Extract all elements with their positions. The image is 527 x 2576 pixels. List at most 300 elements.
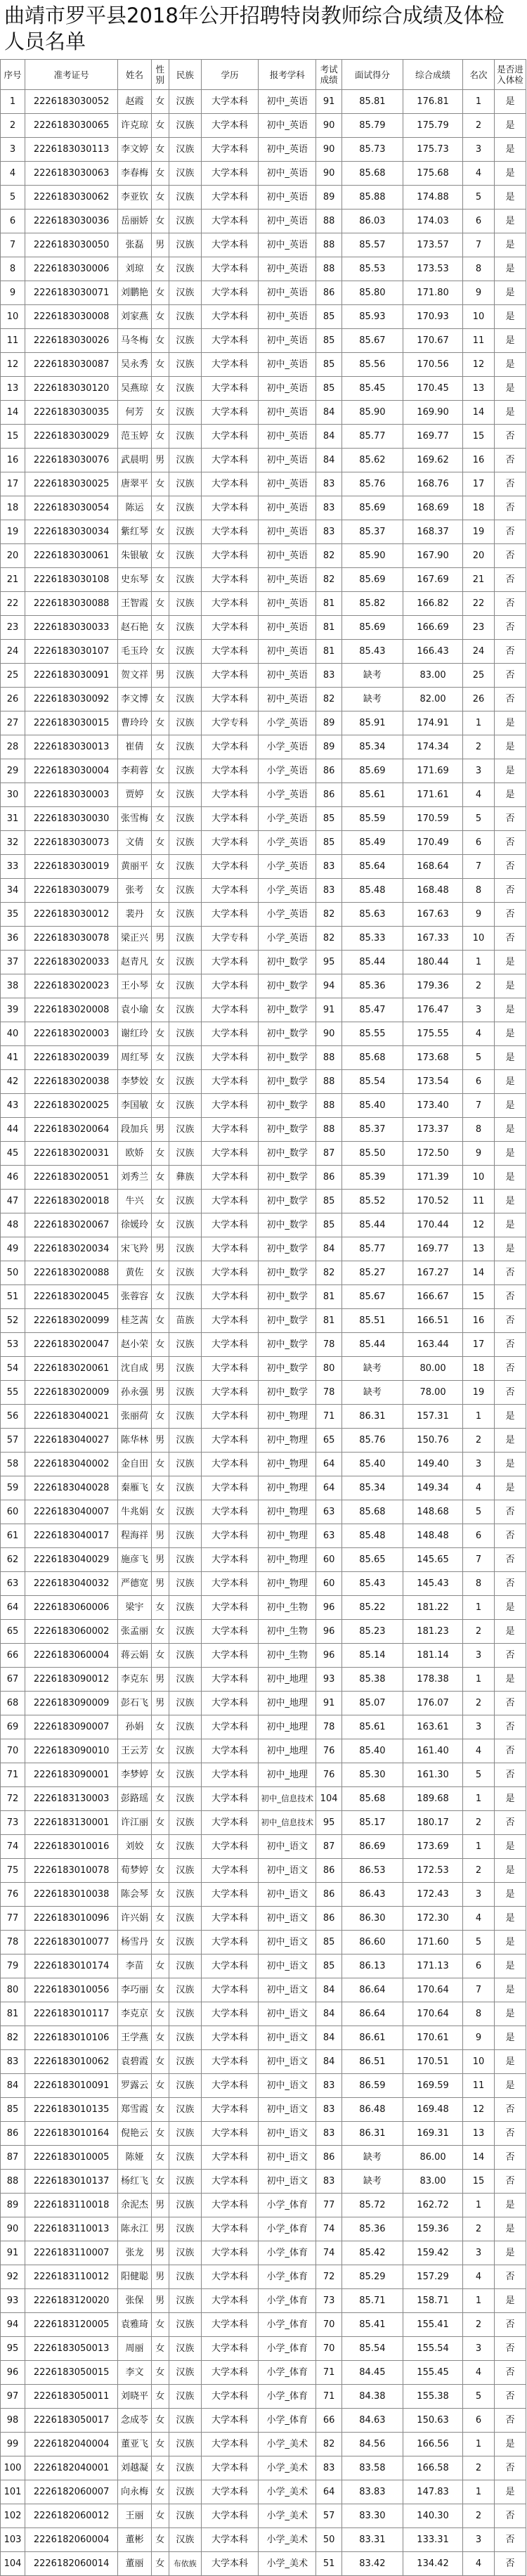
cell-exam-score: 88 <box>316 1046 341 1070</box>
cell-gender: 男 <box>151 2265 169 2289</box>
cell-index: 54 <box>1 1357 25 1381</box>
table-row <box>1 2146 526 2170</box>
cell-subject: 初中_语文 <box>259 1907 316 1931</box>
table-row <box>1 138 526 162</box>
cell-interview-score: 缺考 <box>341 1381 403 1405</box>
cell-ethnicity: 汉族 <box>169 449 201 472</box>
table-row <box>1 1668 526 1692</box>
cell-interview-score: 85.80 <box>341 281 403 305</box>
cell-education: 大学本科 <box>201 2313 258 2337</box>
cell-total-score: 171.69 <box>403 759 463 783</box>
cell-gender: 男 <box>151 2194 169 2217</box>
cell-ticket-number: 2226183010091 <box>25 2074 117 2098</box>
cell-gender: 女 <box>151 1166 169 1190</box>
header-cell: 面试得分 <box>341 60 403 90</box>
cell-ethnicity: 汉族 <box>169 927 201 951</box>
cell-physical-exam: 是 <box>494 1596 526 1620</box>
cell-index: 10 <box>1 305 25 329</box>
cell-interview-score: 85.40 <box>341 1094 403 1118</box>
cell-gender: 女 <box>151 2146 169 2170</box>
cell-subject: 初中_英语 <box>259 233 316 257</box>
cell-rank: 3 <box>463 1644 495 1668</box>
cell-name: 蒋云娟 <box>118 1644 151 1668</box>
cell-name: 秦雁飞 <box>118 1476 151 1500</box>
cell-gender: 女 <box>151 1285 169 1309</box>
cell-total-score: 173.68 <box>403 1046 463 1070</box>
cell-exam-score: 78 <box>316 1715 341 1739</box>
cell-subject: 初中_数学 <box>259 1094 316 1118</box>
cell-ticket-number: 2226183010164 <box>25 2122 117 2146</box>
cell-subject: 初中_语文 <box>259 1954 316 1978</box>
cell-subject: 初中_英语 <box>259 90 316 114</box>
cell-interview-score: 85.90 <box>341 544 403 568</box>
cell-ethnicity: 汉族 <box>169 1763 201 1787</box>
cell-total-score: 161.30 <box>403 1763 463 1787</box>
cell-rank: 1 <box>463 1787 495 1811</box>
cell-index: 98 <box>1 2409 25 2433</box>
cell-rank: 10 <box>463 2050 495 2074</box>
cell-subject: 初中_数学 <box>259 1357 316 1381</box>
cell-index: 58 <box>1 1453 25 1476</box>
cell-gender: 女 <box>151 2361 169 2385</box>
cell-physical-exam: 否 <box>494 1548 526 1572</box>
cell-education: 大学本科 <box>201 2385 258 2409</box>
cell-subject: 初中_英语 <box>259 114 316 138</box>
cell-interview-score: 85.17 <box>341 1811 403 1835</box>
table-row <box>1 998 526 1022</box>
cell-total-score: 167.27 <box>403 1261 463 1285</box>
header-cell: 性别 <box>151 60 169 90</box>
cell-subject: 小学_英语 <box>259 735 316 759</box>
cell-education: 大学本科 <box>201 759 258 783</box>
results-table <box>0 59 526 2576</box>
cell-rank: 5 <box>463 807 495 831</box>
cell-rank: 2 <box>463 2217 495 2241</box>
cell-education: 大学本科 <box>201 2528 258 2552</box>
cell-ethnicity: 汉族 <box>169 233 201 257</box>
cell-interview-score: 缺考 <box>341 1357 403 1381</box>
cell-name: 袁小瑜 <box>118 998 151 1022</box>
cell-ethnicity: 汉族 <box>169 1931 201 1954</box>
table-row <box>1 2433 526 2456</box>
cell-interview-score: 缺考 <box>341 2146 403 2170</box>
table-row <box>1 233 526 257</box>
cell-gender: 男 <box>151 664 169 688</box>
cell-gender: 女 <box>151 1500 169 1524</box>
cell-interview-score: 85.79 <box>341 114 403 138</box>
cell-education: 大学专科 <box>201 927 258 951</box>
cell-rank: 1 <box>463 2289 495 2313</box>
cell-gender: 女 <box>151 2074 169 2098</box>
cell-index: 41 <box>1 1046 25 1070</box>
cell-ticket-number: 2226183030035 <box>25 401 117 425</box>
cell-gender: 女 <box>151 2409 169 2433</box>
table-row <box>1 1596 526 1620</box>
cell-ticket-number: 2226183090009 <box>25 1692 117 1715</box>
table-row <box>1 2289 526 2313</box>
cell-exam-score: 86 <box>316 281 341 305</box>
cell-ethnicity: 汉族 <box>169 1739 201 1763</box>
cell-physical-exam: 是 <box>494 998 526 1022</box>
cell-gender: 女 <box>151 138 169 162</box>
table-row <box>1 1859 526 1883</box>
cell-subject: 初中_英语 <box>259 472 316 496</box>
cell-total-score: 162.72 <box>403 2194 463 2217</box>
cell-ethnicity: 汉族 <box>169 520 201 544</box>
cell-physical-exam: 否 <box>494 1285 526 1309</box>
header-cell: 综合成绩 <box>403 60 463 90</box>
cell-rank: 19 <box>463 520 495 544</box>
cell-ticket-number: 2226183030073 <box>25 831 117 855</box>
cell-total-score: 161.40 <box>403 1739 463 1763</box>
cell-rank: 6 <box>463 831 495 855</box>
cell-index: 86 <box>1 2122 25 2146</box>
cell-ticket-number: 2226183110013 <box>25 2217 117 2241</box>
cell-exam-score: 60 <box>316 1548 341 1572</box>
cell-rank: 6 <box>463 1954 495 1978</box>
cell-name: 许克琼 <box>118 114 151 138</box>
cell-rank: 14 <box>463 401 495 425</box>
cell-ticket-number: 2226183120005 <box>25 2313 117 2337</box>
cell-subject: 初中_英语 <box>259 377 316 401</box>
cell-interview-score: 86.48 <box>341 2098 403 2122</box>
cell-ethnicity: 汉族 <box>169 783 201 807</box>
cell-ethnicity: 汉族 <box>169 1118 201 1142</box>
cell-total-score: 168.76 <box>403 472 463 496</box>
cell-name: 刘家燕 <box>118 305 151 329</box>
cell-total-score: 148.68 <box>403 1500 463 1524</box>
cell-exam-score: 63 <box>316 1500 341 1524</box>
cell-subject: 初中_数学 <box>259 998 316 1022</box>
cell-gender: 女 <box>151 1907 169 1931</box>
cell-index: 82 <box>1 2026 25 2050</box>
cell-ethnicity: 汉族 <box>169 735 201 759</box>
cell-exam-score: 86 <box>316 783 341 807</box>
cell-ticket-number: 2226183090007 <box>25 1715 117 1739</box>
cell-total-score: 173.53 <box>403 257 463 281</box>
cell-gender: 女 <box>151 2313 169 2337</box>
cell-rank: 8 <box>463 879 495 903</box>
cell-total-score: 166.56 <box>403 2433 463 2456</box>
cell-subject: 初中_信息技术 <box>259 1811 316 1835</box>
cell-total-score: 166.51 <box>403 1309 463 1333</box>
cell-total-score: 176.81 <box>403 90 463 114</box>
cell-physical-exam: 否 <box>494 1811 526 1835</box>
cell-rank: 8 <box>463 257 495 281</box>
cell-education: 大学本科 <box>201 1166 258 1190</box>
cell-name: 宋飞羚 <box>118 1237 151 1261</box>
cell-education: 大学本科 <box>201 2552 258 2576</box>
cell-ticket-number: 2226183030091 <box>25 664 117 688</box>
cell-name: 阳健聪 <box>118 2265 151 2289</box>
cell-interview-score: 86.69 <box>341 1835 403 1859</box>
table-row <box>1 1046 526 1070</box>
cell-exam-score: 81 <box>316 640 341 664</box>
cell-ethnicity: 汉族 <box>169 2528 201 2552</box>
cell-education: 大学本科 <box>201 1500 258 1524</box>
cell-total-score: 155.54 <box>403 2337 463 2361</box>
cell-interview-score: 85.42 <box>341 2241 403 2265</box>
table-row <box>1 1692 526 1715</box>
cell-interview-score: 85.39 <box>341 1166 403 1190</box>
cell-subject: 初中_地理 <box>259 1692 316 1715</box>
cell-exam-score: 85 <box>316 1213 341 1237</box>
cell-exam-score: 84 <box>316 401 341 425</box>
cell-physical-exam: 是 <box>494 1620 526 1644</box>
cell-gender: 女 <box>151 1811 169 1835</box>
cell-physical-exam: 是 <box>494 2050 526 2074</box>
cell-total-score: 169.62 <box>403 449 463 472</box>
cell-physical-exam: 是 <box>494 138 526 162</box>
table-row <box>1 520 526 544</box>
cell-rank: 7 <box>463 1548 495 1572</box>
cell-gender: 女 <box>151 855 169 879</box>
cell-education: 大学本科 <box>201 544 258 568</box>
cell-physical-exam: 是 <box>494 2289 526 2313</box>
cell-total-score: 174.88 <box>403 186 463 210</box>
cell-total-score: 176.07 <box>403 1692 463 1715</box>
cell-ticket-number: 2226183030078 <box>25 927 117 951</box>
cell-education: 大学本科 <box>201 1405 258 1429</box>
cell-physical-exam: 是 <box>494 1118 526 1142</box>
cell-interview-score: 85.40 <box>341 1453 403 1476</box>
cell-ticket-number: 2226183030061 <box>25 544 117 568</box>
cell-name: 彭石飞 <box>118 1692 151 1715</box>
cell-gender: 女 <box>151 2002 169 2026</box>
cell-education: 大学本科 <box>201 568 258 592</box>
cell-ticket-number: 2226182060014 <box>25 2552 117 2576</box>
cell-name: 董亚飞 <box>118 2433 151 2456</box>
cell-index: 47 <box>1 1190 25 1213</box>
cell-ethnicity: 汉族 <box>169 377 201 401</box>
cell-education: 大学本科 <box>201 2504 258 2528</box>
cell-subject: 初中_数学 <box>259 1213 316 1237</box>
cell-interview-score: 85.57 <box>341 233 403 257</box>
cell-ticket-number: 2226183130003 <box>25 1787 117 1811</box>
cell-education: 大学本科 <box>201 186 258 210</box>
cell-gender: 女 <box>151 1739 169 1763</box>
cell-education: 大学专科 <box>201 711 258 735</box>
cell-total-score: 180.44 <box>403 951 463 974</box>
cell-ethnicity: 汉族 <box>169 2146 201 2170</box>
cell-exam-score: 83 <box>316 2122 341 2146</box>
cell-index: 21 <box>1 568 25 592</box>
cell-subject: 初中_数学 <box>259 1309 316 1333</box>
cell-exam-score: 85 <box>316 329 341 353</box>
cell-education: 大学本科 <box>201 855 258 879</box>
cell-physical-exam: 否 <box>494 2313 526 2337</box>
cell-total-score: 170.64 <box>403 2002 463 2026</box>
cell-rank: 7 <box>463 1978 495 2002</box>
cell-gender: 女 <box>151 2170 169 2194</box>
cell-subject: 初中_英语 <box>259 640 316 664</box>
cell-education: 大学本科 <box>201 1883 258 1907</box>
cell-name: 倪艳云 <box>118 2122 151 2146</box>
cell-gender: 男 <box>151 1524 169 1548</box>
cell-name: 徐媛玲 <box>118 1213 151 1237</box>
table-row <box>1 640 526 664</box>
cell-rank: 18 <box>463 1357 495 1381</box>
table-row <box>1 114 526 138</box>
cell-name: 文倩 <box>118 831 151 855</box>
cell-exam-score: 94 <box>316 974 341 998</box>
cell-subject: 初中_英语 <box>259 520 316 544</box>
cell-rank: 15 <box>463 2170 495 2194</box>
cell-gender: 女 <box>151 1070 169 1094</box>
cell-name: 毛玉玲 <box>118 640 151 664</box>
table-row <box>1 568 526 592</box>
cell-education: 大学本科 <box>201 1596 258 1620</box>
cell-total-score: 167.90 <box>403 544 463 568</box>
cell-ticket-number: 2226183030003 <box>25 783 117 807</box>
cell-education: 大学本科 <box>201 640 258 664</box>
cell-gender: 女 <box>151 1620 169 1644</box>
cell-rank: 5 <box>463 1046 495 1070</box>
cell-exam-score: 90 <box>316 138 341 162</box>
cell-total-score: 170.67 <box>403 329 463 353</box>
cell-rank: 7 <box>463 233 495 257</box>
cell-ethnicity: 汉族 <box>169 1476 201 1500</box>
cell-index: 89 <box>1 2194 25 2217</box>
cell-physical-exam: 是 <box>494 735 526 759</box>
table-row <box>1 1118 526 1142</box>
cell-total-score: 166.69 <box>403 616 463 640</box>
cell-ethnicity: 汉族 <box>169 831 201 855</box>
cell-index: 55 <box>1 1381 25 1405</box>
cell-name: 朱银敏 <box>118 544 151 568</box>
cell-exam-score: 89 <box>316 735 341 759</box>
table-row <box>1 2504 526 2528</box>
cell-education: 大学本科 <box>201 1548 258 1572</box>
cell-physical-exam: 否 <box>494 544 526 568</box>
cell-total-score: 169.48 <box>403 2098 463 2122</box>
table-row <box>1 401 526 425</box>
cell-gender: 男 <box>151 1429 169 1453</box>
cell-name: 李文 <box>118 2361 151 2385</box>
cell-rank: 6 <box>463 1070 495 1094</box>
cell-interview-score: 85.65 <box>341 1548 403 1572</box>
cell-total-score: 171.80 <box>403 281 463 305</box>
cell-physical-exam: 是 <box>494 281 526 305</box>
cell-interview-score: 86.51 <box>341 2050 403 2074</box>
cell-index: 87 <box>1 2146 25 2170</box>
cell-rank: 6 <box>463 1524 495 1548</box>
cell-subject: 初中_数学 <box>259 1190 316 1213</box>
cell-ticket-number: 2226182040001 <box>25 2456 117 2480</box>
cell-name: 牛兆娟 <box>118 1500 151 1524</box>
cell-exam-score: 83 <box>316 2074 341 2098</box>
cell-name: 陈华林 <box>118 1429 151 1453</box>
cell-interview-score: 85.44 <box>341 1333 403 1357</box>
cell-ethnicity: 汉族 <box>169 1907 201 1931</box>
cell-gender: 女 <box>151 1596 169 1620</box>
cell-ticket-number: 2226183030087 <box>25 353 117 377</box>
cell-ticket-number: 2226183090001 <box>25 1763 117 1787</box>
cell-interview-score: 85.34 <box>341 735 403 759</box>
cell-ticket-number: 2226182060007 <box>25 2480 117 2504</box>
cell-subject: 小学_体育 <box>259 2217 316 2241</box>
cell-interview-score: 85.93 <box>341 305 403 329</box>
cell-interview-score: 85.72 <box>341 2194 403 2217</box>
cell-gender: 女 <box>151 520 169 544</box>
cell-ticket-number: 2226183040021 <box>25 1405 117 1429</box>
cell-subject: 初中_语文 <box>259 2122 316 2146</box>
cell-exam-score: 95 <box>316 1811 341 1835</box>
cell-rank: 3 <box>463 1883 495 1907</box>
cell-gender: 女 <box>151 1787 169 1811</box>
cell-exam-score: 83 <box>316 2098 341 2122</box>
cell-interview-score: 83.30 <box>341 2504 403 2528</box>
cell-gender: 女 <box>151 377 169 401</box>
cell-name: 武晨明 <box>118 449 151 472</box>
cell-education: 大学本科 <box>201 2456 258 2480</box>
cell-ethnicity: 汉族 <box>169 186 201 210</box>
cell-total-score: 170.49 <box>403 831 463 855</box>
cell-name: 沈自成 <box>118 1357 151 1381</box>
cell-ethnicity: 汉族 <box>169 1620 201 1644</box>
cell-ticket-number: 2226183050017 <box>25 2409 117 2433</box>
cell-total-score: 168.37 <box>403 520 463 544</box>
cell-name: 李苗 <box>118 1954 151 1978</box>
cell-physical-exam: 是 <box>494 257 526 281</box>
table-row <box>1 2241 526 2265</box>
table-row <box>1 903 526 927</box>
cell-ethnicity: 汉族 <box>169 257 201 281</box>
cell-education: 大学本科 <box>201 233 258 257</box>
cell-physical-exam: 否 <box>494 1309 526 1333</box>
table-row <box>1 951 526 974</box>
cell-physical-exam: 否 <box>494 568 526 592</box>
cell-ethnicity: 汉族 <box>169 1787 201 1811</box>
cell-index: 17 <box>1 472 25 496</box>
cell-gender: 男 <box>151 449 169 472</box>
cell-education: 大学本科 <box>201 1954 258 1978</box>
cell-physical-exam: 是 <box>494 1931 526 1954</box>
cell-exam-score: 70 <box>316 2313 341 2337</box>
cell-ethnicity: 汉族 <box>169 2337 201 2361</box>
cell-subject: 初中_英语 <box>259 353 316 377</box>
cell-physical-exam: 否 <box>494 2122 526 2146</box>
cell-interview-score: 84.38 <box>341 2385 403 2409</box>
cell-education: 大学本科 <box>201 257 258 281</box>
cell-ethnicity: 汉族 <box>169 1190 201 1213</box>
cell-total-score: 149.40 <box>403 1453 463 1476</box>
cell-ticket-number: 2226183030029 <box>25 425 117 449</box>
cell-education: 大学本科 <box>201 1429 258 1453</box>
cell-index: 80 <box>1 1978 25 2002</box>
cell-name: 王云芳 <box>118 1739 151 1763</box>
cell-ethnicity: 汉族 <box>169 1261 201 1285</box>
cell-exam-score: 89 <box>316 186 341 210</box>
cell-ethnicity: 汉族 <box>169 1142 201 1166</box>
cell-ticket-number: 2226183050015 <box>25 2361 117 2385</box>
cell-gender: 女 <box>151 903 169 927</box>
cell-physical-exam: 否 <box>494 1763 526 1787</box>
cell-subject: 初中_数学 <box>259 1166 316 1190</box>
cell-interview-score: 85.90 <box>341 401 403 425</box>
cell-total-score: 167.33 <box>403 927 463 951</box>
cell-gender: 女 <box>151 401 169 425</box>
cell-exam-score: 82 <box>316 2433 341 2456</box>
cell-interview-score: 85.76 <box>341 1429 403 1453</box>
cell-name: 罗露云 <box>118 2074 151 2098</box>
cell-total-score: 173.37 <box>403 1118 463 1142</box>
cell-index: 37 <box>1 951 25 974</box>
cell-total-score: 148.48 <box>403 1524 463 1548</box>
cell-physical-exam: 是 <box>494 90 526 114</box>
cell-interview-score: 85.43 <box>341 640 403 664</box>
cell-subject: 初中_语文 <box>259 2002 316 2026</box>
